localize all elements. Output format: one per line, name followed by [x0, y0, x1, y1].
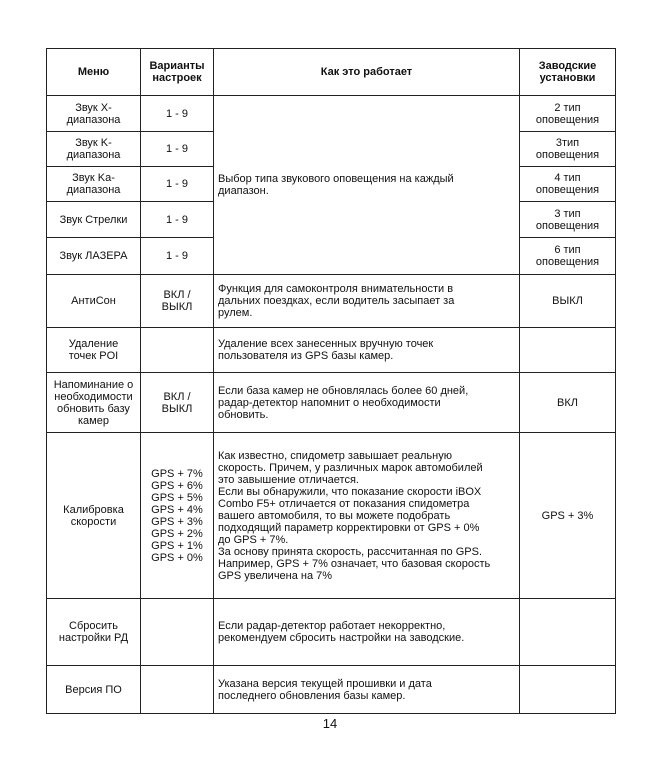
- description-delete-poi: Удаление всех занесенных вручную точек пользователя из GPS базы камер.: [214, 328, 520, 373]
- variants-strelka: 1 - 9: [141, 202, 214, 238]
- menu-x-band-sound: Звук X- диапазона: [47, 96, 141, 132]
- table-row: [47, 328, 616, 373]
- table-row: [47, 275, 616, 328]
- table-row: [47, 96, 616, 132]
- description-sound-types: Выбор типа звукового оповещения на каждый диапазон.: [214, 96, 520, 275]
- factory-delete-poi: [520, 328, 616, 373]
- description-update-reminder: Если база камер не обновлялась более 60 дней, радар-детектор напомнит о необходимости обновить.: [214, 373, 520, 433]
- variants-k-band: 1 - 9: [141, 132, 214, 167]
- variants-update-reminder: ВКЛ / ВЫКЛ: [141, 373, 214, 433]
- menu-laser-sound: Звук ЛАЗЕРА: [47, 238, 141, 275]
- table-row: [47, 666, 616, 714]
- menu-strelka-sound: Звук Стрелки: [47, 202, 141, 238]
- description-firmware-version: Указана версия текущей прошивки и дата последнего обновления базы камер.: [214, 666, 520, 714]
- factory-x-band: 2 тип оповещения: [520, 96, 616, 132]
- description-antison: Функция для самоконтроля внимательности в дальних поездках, если водитель засыпает за рулем.: [214, 275, 520, 328]
- menu-antison: АнтиСон: [47, 275, 141, 328]
- variants-reset-settings: [141, 599, 214, 666]
- factory-reset-settings: [520, 599, 616, 666]
- header-variants: Варианты настроек: [141, 49, 214, 96]
- factory-antison: ВЫКЛ: [520, 275, 616, 328]
- menu-ka-band-sound: Звук Ka- диапазона: [47, 167, 141, 202]
- factory-update-reminder: ВКЛ: [520, 373, 616, 433]
- variants-x-band: 1 - 9: [141, 96, 214, 132]
- factory-ka-band: 4 тип оповещения: [520, 167, 616, 202]
- factory-k-band: 3тип оповещения: [520, 132, 616, 167]
- menu-update-reminder: Напоминание о необходимости обновить базу камер: [47, 373, 141, 433]
- variants-ka-band: 1 - 9: [141, 167, 214, 202]
- variants-antison: ВКЛ / ВЫКЛ: [141, 275, 214, 328]
- menu-speed-calibration: Калибровка скорости: [47, 433, 141, 599]
- factory-strelka: 3 тип оповещения: [520, 202, 616, 238]
- settings-table: [46, 48, 616, 714]
- description-reset-settings: Если радар-детектор работает некорректно, рекомендуем сбросить настройки на заводские.: [214, 599, 520, 666]
- header-how-it-works: Как это работает: [214, 49, 520, 96]
- variants-laser: 1 - 9: [141, 238, 214, 275]
- header-row: [47, 49, 616, 96]
- table-row: [47, 373, 616, 433]
- menu-reset-settings: Сбросить настройки РД: [47, 599, 141, 666]
- menu-delete-poi: Удаление точек POI: [47, 328, 141, 373]
- variants-delete-poi: [141, 328, 214, 373]
- description-speed-calibration: Как известно, спидометр завышает реальную скорость. Причем, у различных марок автомобилей это завышение отличается. Если вы обнаружили, что показание скорости iBOX Combo F5+ отличается от показания спидометра вашего автомобиля, то вы можете подобрать подходящий параметр корректировки от GPS + 0% до GPS + 7%. За основу принята скорость, рассчитанная по GPS. Например, GPS + 7% означает, что базовая скорость GPS увеличена на 7%: [214, 433, 520, 599]
- table-row: [47, 433, 616, 599]
- header-menu: Меню: [47, 49, 141, 96]
- menu-k-band-sound: Звук K- диапазона: [47, 132, 141, 167]
- header-factory-settings: Заводские установки: [520, 49, 616, 96]
- factory-firmware-version: [520, 666, 616, 714]
- factory-speed-calibration: GPS + 3%: [520, 433, 616, 599]
- menu-firmware-version: Версия ПО: [47, 666, 141, 714]
- factory-laser: 6 тип оповещения: [520, 238, 616, 275]
- variants-firmware-version: [141, 666, 214, 714]
- table-row: [47, 599, 616, 666]
- variants-speed-calibration: GPS + 7% GPS + 6% GPS + 5% GPS + 4% GPS + 3% GPS + 2% GPS + 1% GPS + 0%: [141, 433, 214, 599]
- page-number: 14: [322, 716, 338, 731]
